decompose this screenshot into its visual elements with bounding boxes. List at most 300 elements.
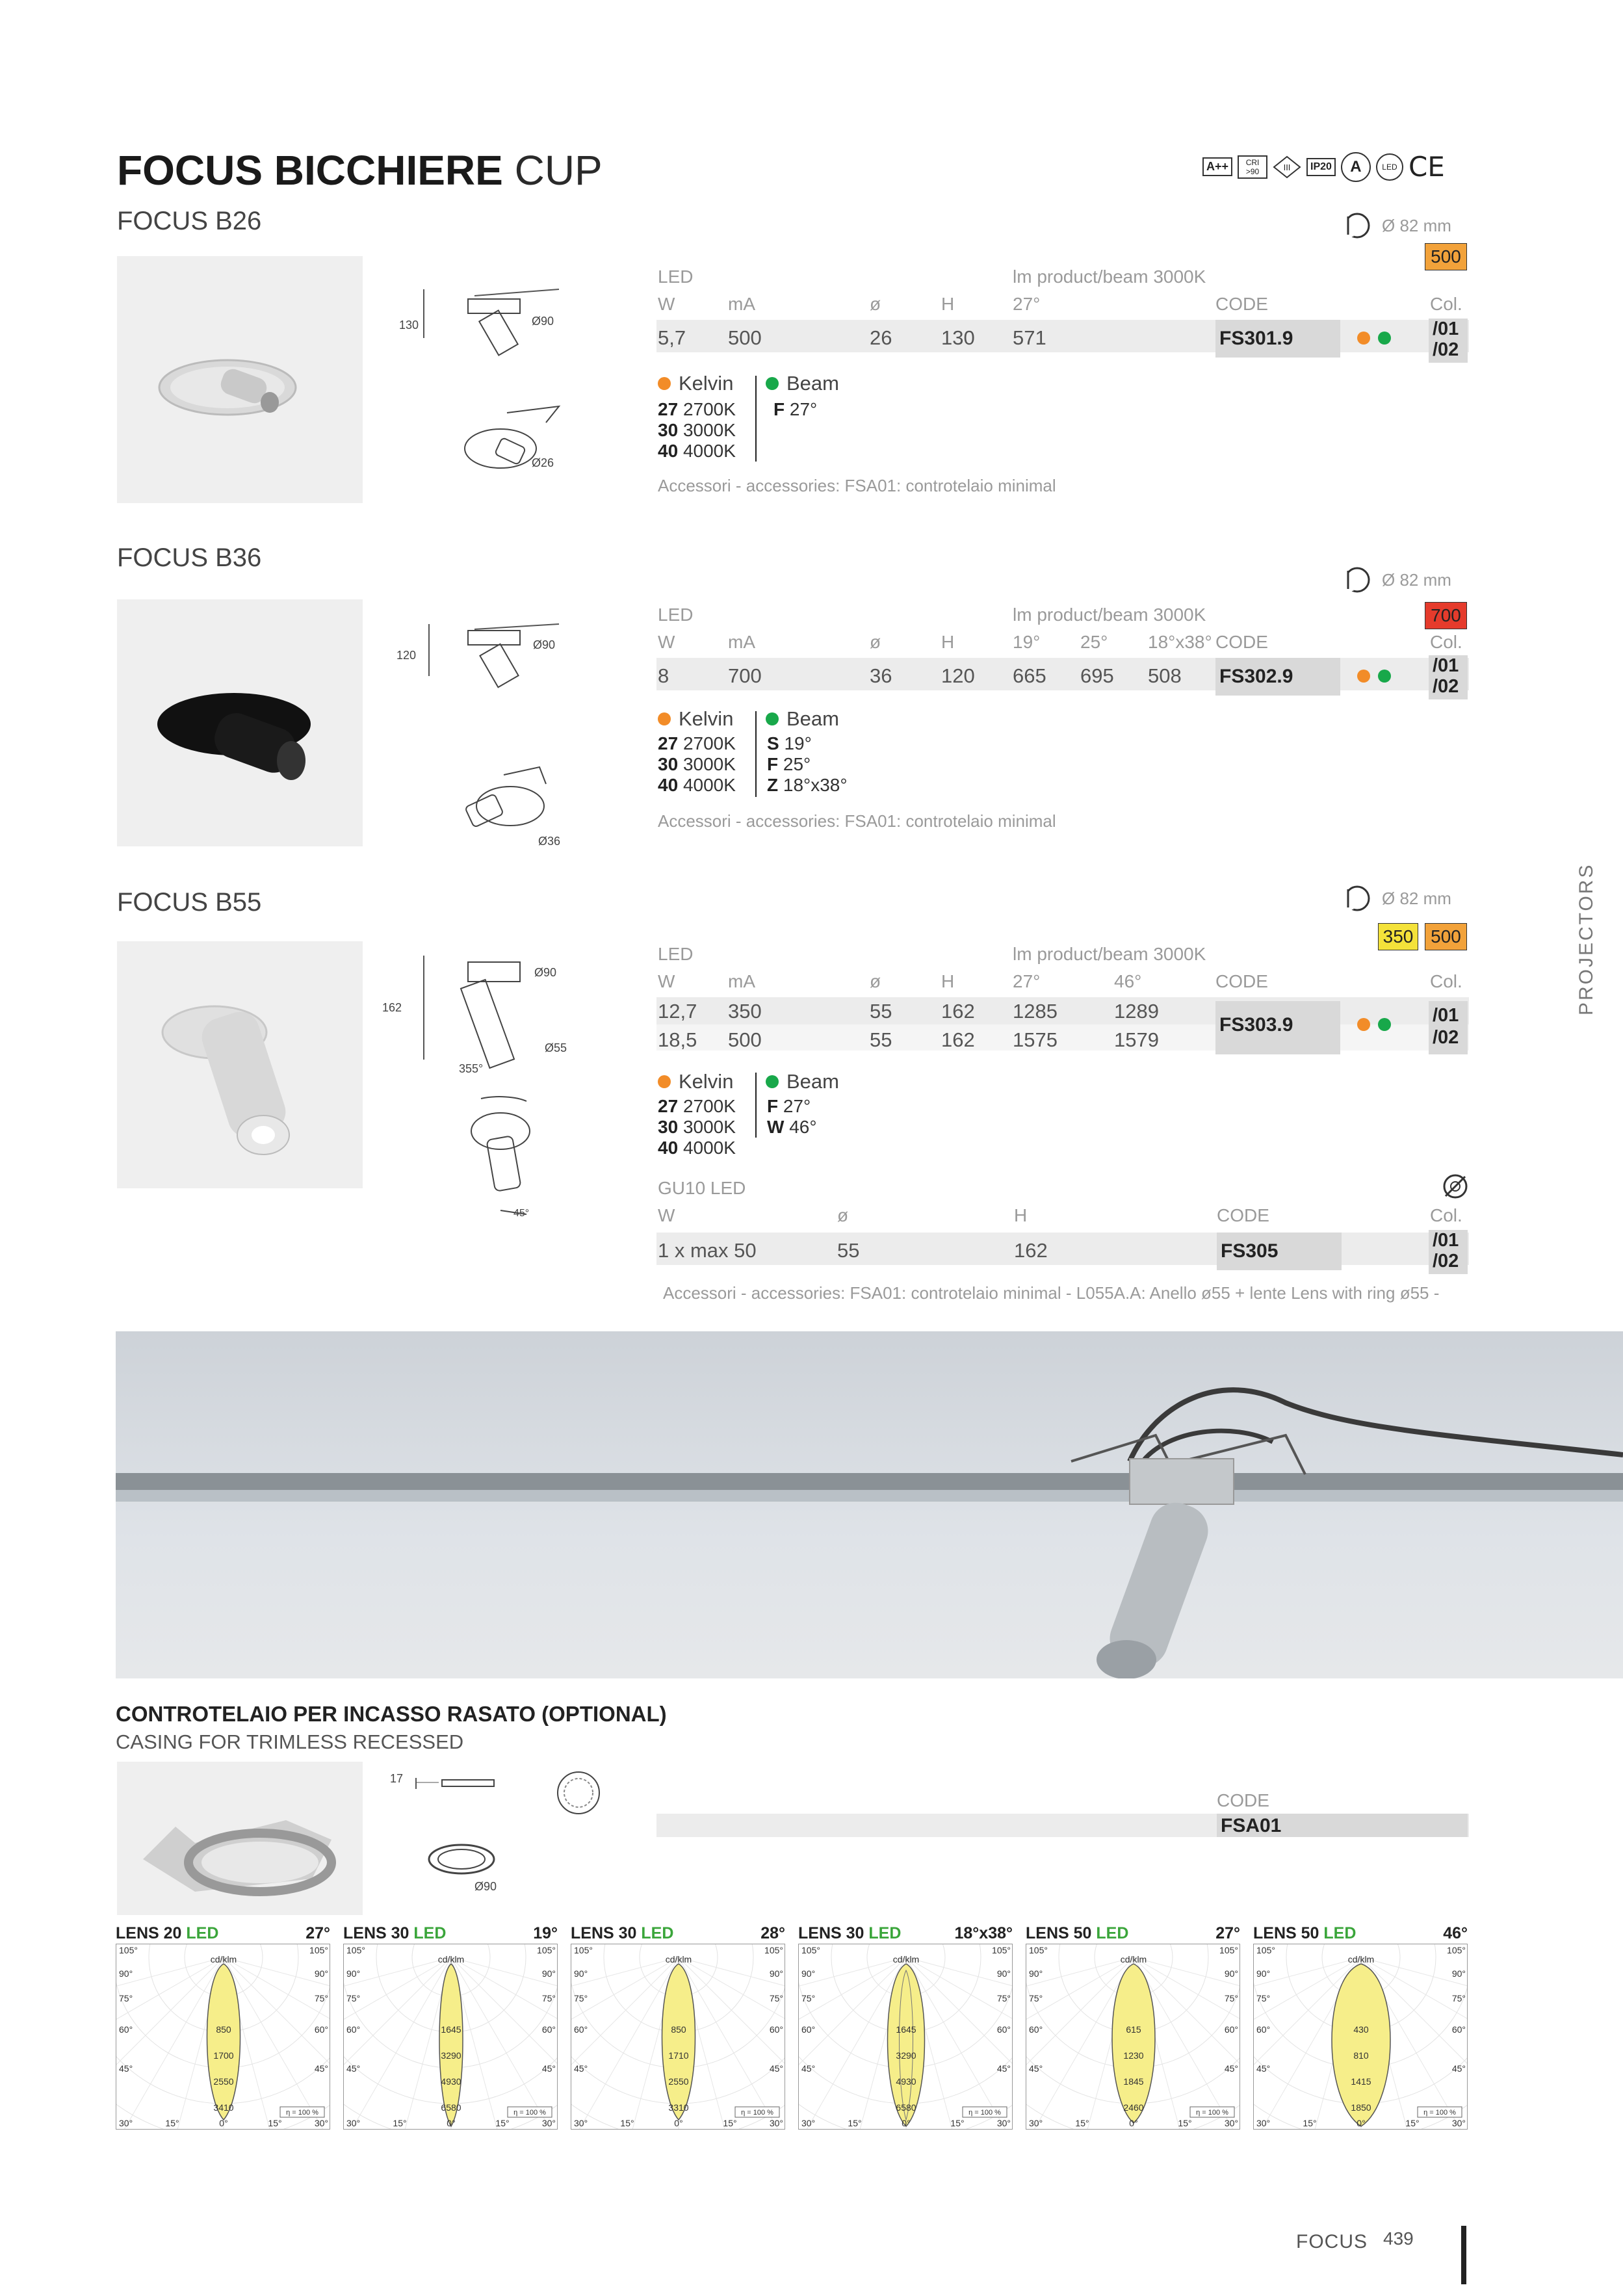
product-code: FS302.9 — [1219, 666, 1293, 687]
header-ma: mA — [728, 632, 755, 652]
kelvin-header — [658, 707, 733, 731]
intensity-value: 1710 — [668, 2050, 689, 2061]
intensity-value: 2550 — [213, 2076, 234, 2087]
angle-label: 90° — [1029, 1968, 1043, 1979]
dim-rotation: 355° — [459, 1062, 484, 1075]
cell-lm: 508 — [1148, 664, 1182, 687]
casing-code: FSA01 — [1221, 1815, 1282, 1836]
col-01: /01 — [1433, 1005, 1459, 1026]
lens-header — [571, 1924, 785, 1943]
installation-photo — [116, 1331, 1623, 1678]
angle-label: 0° — [902, 2118, 911, 2128]
cell-lm: 1285 — [1013, 1000, 1058, 1023]
angle-label: 60° — [769, 2024, 783, 2035]
angle-label: 15° — [1075, 2118, 1089, 2128]
table-row — [656, 1233, 1469, 1265]
beam-shape — [662, 1964, 695, 2120]
header-code: CODE — [1215, 294, 1268, 314]
angle-label: 30° — [1029, 2118, 1043, 2128]
angle-label: 45° — [574, 2063, 588, 2074]
no-insulation-icon: A — [1341, 152, 1371, 182]
accessories-text: Accessori - accessories: FSA01: controtelaio minimal — [658, 476, 1056, 495]
lens-diagram — [571, 1924, 785, 2132]
polar-diagram — [571, 1944, 785, 2130]
angle-label: 90° — [541, 1968, 556, 1979]
angle-label: 30° — [574, 2118, 588, 2128]
grid-radial — [451, 1957, 558, 2130]
angle-label: 45° — [541, 2063, 556, 2074]
footer-section: FOCUS — [1296, 2231, 1368, 2252]
header-beam: 19° — [1013, 632, 1041, 652]
angle-label: 60° — [346, 2024, 361, 2035]
grid-radial — [343, 1957, 451, 2130]
divider — [755, 1073, 757, 1138]
technical-drawing — [390, 611, 585, 848]
angle-label: 90° — [1451, 1968, 1466, 1979]
lens-header — [1026, 1924, 1240, 1943]
angle-label: 45° — [1029, 2063, 1043, 2074]
angle-label: 15° — [620, 2118, 634, 2128]
product-name: FOCUS B55 — [117, 888, 262, 917]
dim-diameter: Ø90 — [533, 638, 556, 651]
header-beam: 25° — [1080, 632, 1108, 652]
lm-label: lm product/beam 3000K — [1013, 605, 1206, 625]
angle-label: 45° — [119, 2063, 133, 2074]
header-h: H — [941, 294, 955, 314]
lens-diagram — [116, 1924, 330, 2132]
lens-angle: 19° — [533, 1924, 558, 1942]
cutout-diameter — [1339, 211, 1451, 240]
casing-subtitle: CASING FOR TRIMLESS RECESSED — [116, 1730, 464, 1753]
angle-label: 60° — [574, 2024, 588, 2035]
table-row — [656, 997, 1469, 1024]
beam-header — [766, 372, 839, 395]
polar-diagram — [1253, 1944, 1468, 2130]
cell-ma: 700 — [728, 664, 762, 687]
angle-label: 75° — [801, 1993, 816, 2003]
angle-label: 60° — [1224, 2024, 1238, 2035]
lens-label: LENS 50 LED — [1026, 1924, 1129, 1942]
dim-height: 162 — [382, 1001, 402, 1014]
efficiency-label: η = 100 % — [1423, 2109, 1456, 2117]
lens-diagram — [343, 1924, 558, 2132]
installation-photo-graphic — [116, 1331, 1623, 1678]
kelvin-list: 27 2700K 30 3000K 40 4000K — [658, 399, 736, 461]
product-photo — [117, 256, 363, 503]
class-iii-icon — [1273, 155, 1301, 179]
efficiency-label: η = 100 % — [1196, 2109, 1228, 2117]
angle-label: 90° — [1224, 1968, 1238, 1979]
casing-photo — [117, 1762, 363, 1915]
cell-w: 12,7 — [658, 1000, 697, 1023]
cell-ma: 350 — [728, 1000, 762, 1023]
lens-label: LENS 50 LED — [1253, 1924, 1357, 1942]
angle-label: 0° — [1129, 2118, 1138, 2128]
accessories-text: Accessori - accessories: FSA01: controtelaio minimal — [658, 811, 1056, 831]
angle-label: 15° — [950, 2118, 965, 2128]
intensity-value: 1230 — [1123, 2050, 1144, 2061]
header-col: Col. — [1430, 632, 1462, 652]
angle-label: 30° — [314, 2118, 328, 2128]
intensity-value: 615 — [1126, 2024, 1141, 2035]
lens-header — [798, 1924, 1013, 1943]
cutout-diameter — [1339, 884, 1451, 913]
lens-header — [116, 1924, 330, 1943]
dim-diameter: Ø90 — [532, 315, 554, 328]
header-w: W — [658, 294, 675, 314]
angle-label: 105° — [801, 1945, 820, 1955]
header-beam: 27° — [1013, 294, 1041, 314]
page-title — [117, 146, 603, 194]
intensity-value: 810 — [1353, 2050, 1369, 2061]
polar-diagram — [798, 1944, 1013, 2130]
page-number: 439 — [1383, 2228, 1414, 2249]
angle-label: 75° — [119, 1993, 133, 2003]
kelvin-dot-icon — [658, 1075, 671, 1088]
header-col: Col. — [1430, 971, 1462, 991]
kelvin-list: 27 2700K 30 3000K 40 4000K — [658, 1096, 736, 1158]
angle-label: 15° — [848, 2118, 862, 2128]
cell-w: 5,7 — [658, 326, 686, 349]
unit-label: cd/klm — [1120, 1954, 1147, 1964]
angle-label: 90° — [119, 1968, 133, 1979]
kelvin-title: Kelvin — [679, 707, 734, 730]
angle-label: 105° — [1447, 1945, 1466, 1955]
led-group-label: LED — [658, 944, 694, 964]
header-diam: ø — [837, 1205, 849, 1225]
beam-shape — [207, 1964, 240, 2120]
lens-label: LENS 20 LED — [116, 1924, 219, 1942]
intensity-value: 3290 — [441, 2050, 461, 2061]
angle-label: 105° — [1219, 1945, 1238, 1955]
led-icon: LED — [1376, 153, 1403, 181]
lens-diagram — [1253, 1924, 1468, 2132]
cell-h: 162 — [941, 1000, 975, 1023]
ce-icon: CE — [1408, 151, 1445, 183]
angle-label: 30° — [541, 2118, 556, 2128]
header-h: H — [941, 971, 955, 991]
angle-label: 45° — [1451, 2063, 1466, 2074]
cutout-diameter — [1339, 566, 1451, 594]
angle-label: 30° — [1224, 2118, 1238, 2128]
header-w: W — [658, 632, 675, 652]
header-code: CODE — [1215, 971, 1268, 991]
intensity-value: 6580 — [441, 2102, 461, 2113]
divider — [755, 376, 757, 462]
title-bold: FOCUS BICCHIERE — [117, 147, 503, 194]
cell-lm: 1289 — [1114, 1000, 1159, 1023]
angle-label: 75° — [314, 1993, 328, 2003]
intensity-value: 6580 — [896, 2102, 916, 2113]
orange-dot-icon — [1357, 1018, 1370, 1031]
cell-h: 130 — [941, 326, 975, 349]
angle-label: 60° — [1451, 2024, 1466, 2035]
lens-led-label: LED — [641, 1924, 674, 1942]
intensity-value: 3410 — [213, 2102, 234, 2113]
header-code: CODE — [1215, 632, 1268, 652]
lens-diagram — [1026, 1924, 1240, 2132]
angle-label: 90° — [769, 1968, 783, 1979]
lens-led-label: LED — [1323, 1924, 1357, 1942]
dim-tilt: 45° — [513, 1208, 530, 1219]
col-01: /01 — [1433, 319, 1459, 339]
kelvin-dot-icon — [658, 712, 671, 725]
beam-header — [766, 1070, 839, 1093]
beam-header — [766, 707, 839, 731]
cell-w: 8 — [658, 664, 669, 687]
lens-label: LENS 30 LED — [798, 1924, 902, 1942]
intensity-value: 430 — [1353, 2024, 1369, 2035]
angle-label: 0° — [674, 2118, 683, 2128]
col-01: /01 — [1433, 1230, 1459, 1251]
col-02: /02 — [1433, 339, 1459, 360]
certification-icons — [1202, 151, 1445, 183]
cell-h: 120 — [941, 664, 975, 687]
product-photo — [117, 599, 363, 846]
header-h: H — [1014, 1205, 1028, 1225]
angle-label: 60° — [541, 2024, 556, 2035]
polar-diagram — [1026, 1944, 1240, 2130]
color-dots — [1357, 332, 1391, 345]
angle-label: 75° — [769, 1993, 783, 2003]
gu10-group-label: GU10 LED — [658, 1178, 746, 1198]
header-diam: ø — [870, 632, 881, 652]
ma-badge-350: 350 — [1378, 923, 1418, 950]
efficiency-label: η = 100 % — [286, 2109, 318, 2117]
intensity-value: 2460 — [1123, 2102, 1144, 2113]
cell-lm: 695 — [1080, 664, 1114, 687]
angle-label: 60° — [801, 2024, 816, 2035]
intensity-value: 1645 — [896, 2024, 916, 2035]
color-dots — [1357, 670, 1391, 683]
lm-label: lm product/beam 3000K — [1013, 944, 1206, 964]
angle-label: 15° — [393, 2118, 407, 2128]
cell-diam: 55 — [870, 1000, 892, 1023]
angle-label: 45° — [346, 2063, 361, 2074]
angle-label: 45° — [801, 2063, 816, 2074]
angle-label: 90° — [996, 1968, 1011, 1979]
beam-list: F 27° — [773, 399, 818, 419]
header-beam: 46° — [1114, 971, 1142, 991]
table-row — [656, 1024, 1469, 1050]
product-code: FS301.9 — [1219, 328, 1293, 349]
green-dot-icon — [1378, 332, 1391, 345]
lens-angle: 27° — [305, 1924, 330, 1942]
color-dots — [1357, 1018, 1391, 1031]
beam-dot-icon — [766, 712, 779, 725]
angle-label: 45° — [996, 2063, 1011, 2074]
angle-label: 60° — [996, 2024, 1011, 2035]
lens-diagram — [798, 1924, 1013, 2132]
casing-drawing-graphic — [390, 1768, 624, 1905]
angle-label: 105° — [1029, 1945, 1048, 1955]
product-photo-graphic — [117, 256, 363, 503]
angle-label: 30° — [769, 2118, 783, 2128]
angle-label: 75° — [1029, 1993, 1043, 2003]
header-diam: ø — [870, 971, 881, 991]
cell-h: 162 — [1014, 1239, 1048, 1262]
casing-title: CONTROTELAIO PER INCASSO RASATO (OPTIONAL) — [116, 1702, 667, 1726]
table-row — [656, 320, 1469, 352]
header-code: CODE — [1217, 1205, 1269, 1225]
angle-label: 15° — [723, 2118, 737, 2128]
unit-label: cd/klm — [210, 1954, 237, 1964]
lens-angle: 27° — [1215, 1924, 1240, 1942]
ma-badge-500: 500 — [1425, 243, 1467, 270]
angle-label: 105° — [574, 1945, 593, 1955]
ma-badge-700: 700 — [1425, 602, 1467, 629]
header-col: Col. — [1430, 294, 1462, 314]
cell-lm: 1579 — [1114, 1028, 1159, 1051]
technical-drawing-graphic — [377, 943, 591, 1222]
angle-label: 45° — [1256, 2063, 1271, 2074]
angle-label: 105° — [537, 1945, 556, 1955]
angle-label: 30° — [801, 2118, 816, 2128]
angle-label: 15° — [1178, 2118, 1192, 2128]
angle-label: 75° — [1224, 1993, 1238, 2003]
led-group-label: LED — [658, 267, 694, 287]
technical-drawing — [377, 943, 591, 1222]
angle-label: 60° — [314, 2024, 328, 2035]
casing-code-label: CODE — [1217, 1790, 1269, 1810]
lens-led-label: LED — [1096, 1924, 1129, 1942]
kelvin-header — [658, 372, 733, 395]
technical-drawing-graphic — [390, 611, 585, 845]
ip20-icon: IP20 — [1306, 158, 1336, 176]
beam-title: Beam — [786, 1070, 839, 1093]
cell-diam: 55 — [870, 1028, 892, 1051]
lens-angle: 46° — [1443, 1924, 1468, 1942]
intensity-value: 3310 — [668, 2102, 689, 2113]
table-row — [656, 658, 1469, 690]
polar-diagram — [343, 1944, 558, 2130]
lens-label: LENS 30 LED — [571, 1924, 674, 1942]
angle-label: 15° — [165, 2118, 179, 2128]
product-photo — [117, 941, 363, 1188]
intensity-value: 1415 — [1351, 2076, 1371, 2087]
dim-height: 17 — [390, 1772, 404, 1785]
beam-title: Beam — [786, 372, 839, 395]
col-02: /02 — [1433, 1027, 1459, 1048]
cri-icon: CRI >90 — [1238, 155, 1267, 179]
dim-diameter-lens: Ø36 — [538, 835, 561, 848]
dim-diameter: Ø90 — [474, 1880, 497, 1893]
angle-label: 45° — [769, 2063, 783, 2074]
diameter-label: Ø 82 mm — [1382, 215, 1451, 235]
intensity-value: 1700 — [213, 2050, 234, 2061]
angle-label: 0° — [219, 2118, 228, 2128]
header-ma: mA — [728, 294, 755, 314]
header-beam: 18°x38° — [1148, 632, 1212, 652]
header-ma: mA — [728, 971, 755, 991]
beam-list: F 27° W 46° — [767, 1096, 817, 1137]
divider — [755, 711, 757, 797]
efficiency-label: η = 100 % — [741, 2109, 773, 2117]
angle-label: 75° — [574, 1993, 588, 2003]
angle-label: 30° — [1451, 2118, 1466, 2128]
dim-diameter-lens: Ø55 — [545, 1041, 567, 1054]
led-group-label: LED — [658, 605, 694, 625]
lens-diagrams — [116, 1924, 1468, 2145]
beam-shape — [1112, 1964, 1155, 2123]
angle-label: 75° — [996, 1993, 1011, 2003]
cell-h: 162 — [941, 1028, 975, 1051]
green-dot-icon — [1378, 1018, 1391, 1031]
no-fluorescent-icon — [1442, 1173, 1469, 1203]
header-w: W — [658, 971, 675, 991]
lens-led-label: LED — [868, 1924, 902, 1942]
angle-label: 90° — [314, 1968, 328, 1979]
technical-drawing-graphic — [390, 273, 585, 481]
angle-label: 45° — [314, 2063, 328, 2074]
angle-label: 30° — [996, 2118, 1011, 2128]
beam-title: Beam — [786, 707, 839, 730]
lens-led-label: LED — [413, 1924, 447, 1942]
cell-diam: 36 — [870, 664, 892, 687]
kelvin-header — [658, 1070, 733, 1093]
cell-ma: 500 — [728, 326, 762, 349]
angle-label: 30° — [119, 2118, 133, 2128]
angle-label: 0° — [447, 2118, 456, 2128]
header-col: Col. — [1430, 1205, 1462, 1225]
svg-text:III: III — [1283, 162, 1291, 172]
casing-drawing — [390, 1768, 624, 1905]
product-photo-graphic — [117, 941, 363, 1188]
beam-dot-icon — [766, 377, 779, 390]
angle-label: 75° — [541, 1993, 556, 2003]
lens-angle: 28° — [760, 1924, 785, 1942]
col-01: /01 — [1433, 655, 1459, 676]
angle-label: 90° — [574, 1968, 588, 1979]
angle-label: 45° — [1224, 2063, 1238, 2074]
kelvin-title: Kelvin — [679, 372, 734, 395]
header-beam: 27° — [1013, 971, 1041, 991]
intensity-value: 850 — [216, 2024, 231, 2035]
title-light: CUP — [514, 147, 603, 194]
cell-lm: 1575 — [1013, 1028, 1058, 1051]
beam-dot-icon — [766, 1075, 779, 1088]
footer-bar — [1461, 2226, 1466, 2284]
polar-diagram — [116, 1944, 330, 2130]
angle-label: 15° — [1405, 2118, 1420, 2128]
angle-label: 30° — [1256, 2118, 1271, 2128]
side-label: PROJECTORS — [1576, 863, 1597, 1015]
lens-label: LENS 30 LED — [343, 1924, 447, 1942]
unit-label: cd/klm — [665, 1954, 692, 1964]
product-name: FOCUS B36 — [117, 543, 262, 572]
angle-label: 90° — [801, 1968, 816, 1979]
angle-label: 60° — [1256, 2024, 1271, 2035]
cutout-icon — [1339, 566, 1375, 594]
dim-height: 120 — [396, 649, 417, 662]
product-photo-graphic — [117, 599, 363, 846]
intensity-value: 4930 — [896, 2076, 916, 2087]
cell-lm: 665 — [1013, 664, 1046, 687]
kelvin-list: 27 2700K 30 3000K 40 4000K — [658, 733, 736, 795]
product-name: FOCUS B26 — [117, 207, 262, 235]
angle-label: 90° — [1256, 1968, 1271, 1979]
header-h: H — [941, 632, 955, 652]
lens-header — [1253, 1924, 1468, 1943]
cell-w: 1 x max 50 — [658, 1239, 757, 1262]
product-code: FS305 — [1221, 1240, 1279, 1262]
grid-radial — [343, 1957, 451, 2130]
lens-header — [343, 1924, 558, 1943]
cell-lm: 571 — [1013, 326, 1046, 349]
header-diam: ø — [870, 294, 881, 314]
angle-label: 30° — [346, 2118, 361, 2128]
diameter-label: Ø 82 mm — [1382, 888, 1451, 908]
